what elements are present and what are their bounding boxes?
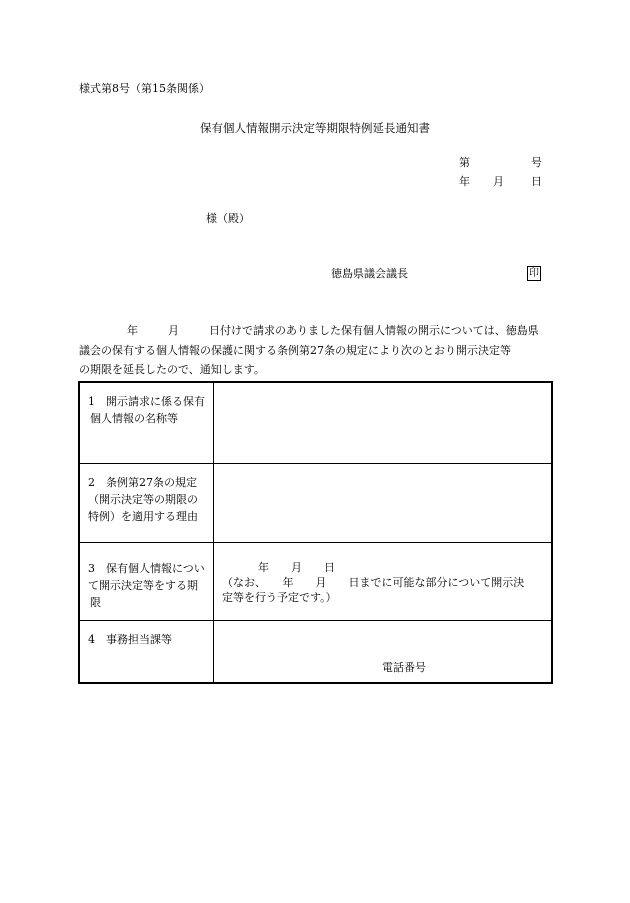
row-label xyxy=(80,464,213,525)
row-label-line: 1 開示請求に係る保有 xyxy=(88,395,205,408)
body-year-label: 年 xyxy=(127,324,138,337)
body-paragraph xyxy=(79,321,557,380)
document-title: 保有個人情報開示決定等期限特例延長通知書 xyxy=(200,121,430,135)
row-value-cell xyxy=(214,382,553,464)
sender-name: 徳島県議会議長 xyxy=(331,267,408,280)
date-month-label: 月 xyxy=(493,175,504,188)
seal-stamp-box: 印 xyxy=(529,268,539,279)
body-line-1-text: 日付けで請求のありました保有個人情報の開示については、徳島県 xyxy=(209,324,539,337)
partial-disclosure-note: （なお、 年 月 日までに可能な部分について開示決 xyxy=(222,576,525,589)
row-label xyxy=(80,383,213,427)
table-row xyxy=(79,621,552,684)
body-month-label: 月 xyxy=(168,324,179,337)
phone-number-label: 電話番号 xyxy=(382,661,426,674)
row-label-line: 個人情報の名称等 xyxy=(90,412,178,425)
date-year-label: 年 xyxy=(459,175,470,188)
row-label xyxy=(80,543,213,611)
row-label-line: て開示決定等をする期 xyxy=(88,579,198,592)
row-label-cell xyxy=(79,621,214,684)
document-number-label: 第 xyxy=(459,156,470,169)
row-label-cell xyxy=(79,543,214,621)
table-row xyxy=(79,464,552,543)
row-label-line: 限 xyxy=(90,596,101,609)
addressee: 様（殿） xyxy=(206,212,250,225)
row-label-line: 3 保有個人情報につい xyxy=(88,562,205,575)
body-line-2: 議会の保有する個人情報の保護に関する条例第27条の規定により次のとおり開示決定等 xyxy=(79,343,511,357)
table-row xyxy=(79,543,552,621)
row-label-line: 2 条例第27条の規定 xyxy=(88,476,197,489)
partial-disclosure-note-cont: 定等を行う予定です。） xyxy=(222,591,337,604)
document-number-suffix: 号 xyxy=(531,156,542,169)
row-value-cell xyxy=(214,464,553,543)
row-value-cell xyxy=(214,543,553,621)
date-day-label: 日 xyxy=(531,175,542,188)
body-line-1 xyxy=(79,321,557,341)
row-label-line: 4 事務担当課等 xyxy=(88,633,172,646)
deadline-date: 年 月 日 xyxy=(258,561,335,574)
row-label-line: 特例）を適用する理由 xyxy=(88,510,198,523)
notice-table xyxy=(78,381,553,684)
deadline-text xyxy=(214,543,551,605)
row-label-cell xyxy=(79,464,214,543)
row-label-line: （開示決定等の期限の xyxy=(88,493,198,506)
row-label-cell xyxy=(79,382,214,464)
form-number: 様式第8号（第15条関係） xyxy=(79,82,210,95)
body-line-3: の期限を延長したので、通知します。 xyxy=(79,363,265,376)
table-row xyxy=(79,382,552,464)
row-value-cell xyxy=(214,621,553,684)
row-label xyxy=(80,621,213,648)
